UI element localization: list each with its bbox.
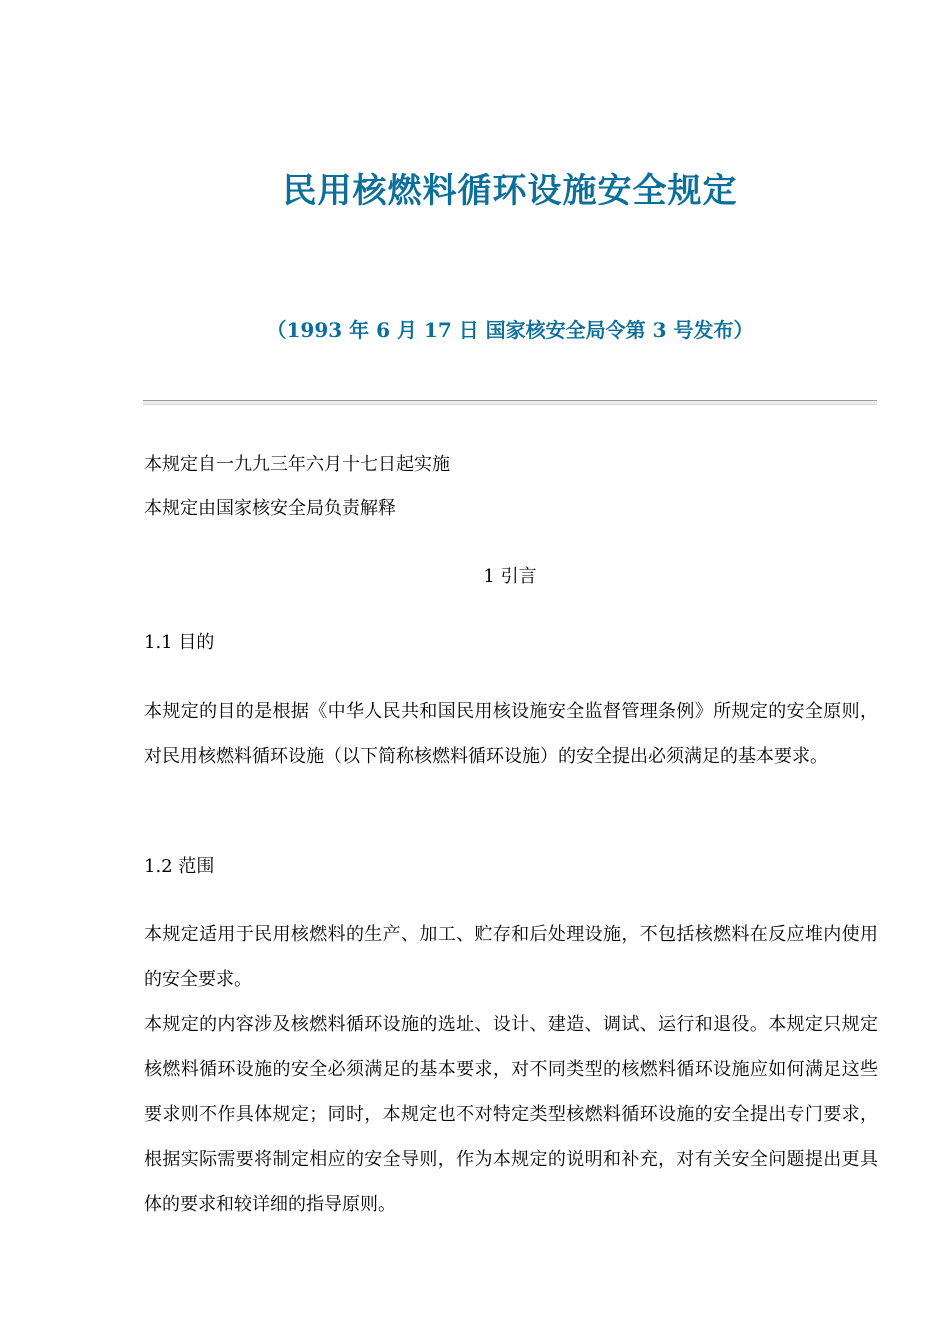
interpretation-note: 本规定由国家核安全局负责解释 [144, 498, 396, 519]
horizontal-rule [143, 400, 877, 405]
scope-paragraph-1: 本规定适用于民用核燃料的生产、加工、贮存和后处理设施，不包括核燃料在反应堆内使用的安全要求。 [144, 924, 878, 990]
effective-date-note: 本规定自一九九三年六月十七日起实施 [144, 454, 450, 475]
document-subtitle: （1993 年 6 月 17 日 国家核安全局令第 3 号发布） [266, 318, 754, 342]
section-heading-introduction: 1 引言 [483, 566, 537, 587]
subsection-heading-purpose: 1.1 目的 [144, 632, 215, 653]
purpose-paragraph: 本规定的目的是根据《中华人民共和国民用核设施安全监督管理条例》所规定的安全原则，对民用核燃料循环设施（以下简称核燃料循环设施）的安全提出必须满足的基本要求。 [144, 701, 878, 767]
scope-paragraph-2: 本规定的内容涉及核燃料循环设施的选址、设计、建造、调试、运行和退役。本规定只规定核燃料循环设施的安全必须满足的基本要求，对不同类型的核燃料循环设施应如何满足这些要求则不作具体规定；同时，本规定也不对特定类型核燃料循环设施的安全提出专门要求，根据实际需要将制定相应的安全导则，作为本规定的说明和补充，对有关安全问题提出更具体的要求和较详细的指导原则。 [144, 1014, 878, 1215]
subsection-heading-scope: 1.2 范围 [144, 856, 215, 877]
document-title: 民用核燃料循环设施安全规定 [282, 171, 738, 211]
